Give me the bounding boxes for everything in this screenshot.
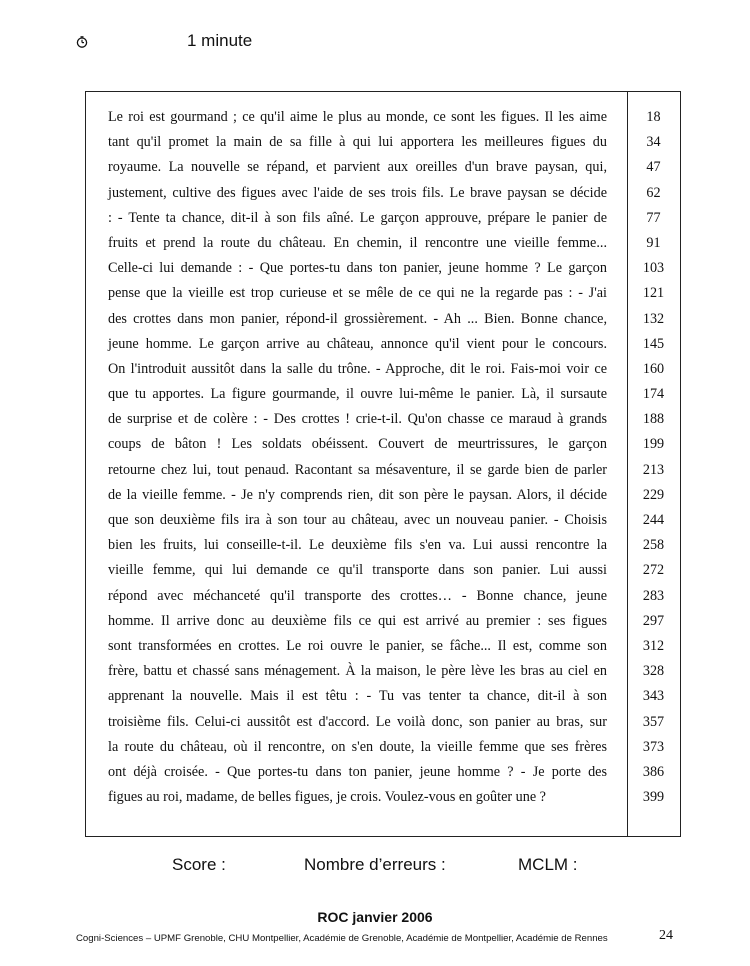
cumulative-word-count: 62 [646, 184, 661, 201]
cumulative-word-count: 174 [642, 386, 665, 403]
passage-line: de la vieille femme. - Je n'y comprends rien, dit son père le paysan. Alors, il décide [108, 486, 607, 503]
cumulative-word-count: 229 [642, 486, 665, 503]
cumulative-word-count: 357 [642, 713, 665, 730]
passage-line: royaume. La nouvelle se répand, et parvient aux oreilles d'un brave paysan, qui, [108, 159, 607, 176]
passage-line: : - Tente ta chance, dit-il à son fils aîné. Le garçon approuve, prépare le panier de [108, 209, 607, 226]
passage-line: que son deuxième fils ira à son tour au château, avec un nouveau panier. - Choisis [108, 512, 607, 528]
passage-line: sont transformées en crottes. Le roi ouvre le panier, se fâche... Il est, comme son [108, 637, 607, 654]
cumulative-word-count: 34 [646, 134, 661, 151]
cumulative-word-count: 103 [642, 260, 665, 277]
passage-line: tant qu'il promet la main de sa fille à qui lui apportera les meilleures figues du [108, 134, 607, 151]
passage-line: Celle-ci lui demande : - Que portes-tu dans ton panier, jeune homme ? Le garçon [108, 260, 607, 277]
cumulative-word-count: 132 [642, 310, 665, 327]
passage-line: frère, battu et chassé sans ménagement. À la maison, le père lève les bras au ciel en [108, 663, 607, 680]
passage-line: que tu apportes. La figure gourmande, il ouvre lui-même le panier. Là, il sursaute [108, 386, 607, 403]
cumulative-word-count: 272 [642, 562, 665, 579]
cumulative-word-count: 199 [642, 436, 665, 453]
cumulative-word-count: 244 [642, 512, 665, 528]
footer-credits: Cogni-Sciences – UPMF Grenoble, CHU Montpellier, Académie de Grenoble, Académie de Montpellier, Académie de Rennes [76, 933, 608, 944]
cumulative-word-count: 160 [642, 360, 665, 377]
cumulative-word-count: 297 [642, 612, 665, 629]
mclm-label: MCLM : [518, 855, 578, 874]
passage-line: retourne chez lui, tout penaud. Racontant sa mésaventure, il se garde bien de parler [108, 461, 607, 478]
passage-line: figues au roi, madame, de belles figues, je crois. Voulez-vous en goûter une ? [108, 789, 546, 806]
passage-line: homme. Il arrive donc au deuxième fils ce qui est arrivé au premier : ses figues [108, 612, 607, 629]
cumulative-word-count: 188 [642, 411, 665, 428]
passage-lines [108, 105, 607, 810]
time-limit-label: 1 minute [187, 31, 253, 50]
passage-line: pense que la vieille est trop curieuse et se mêle de ce qui ne la regarde pas : - J'ai [108, 285, 607, 302]
cumulative-word-count: 213 [642, 461, 665, 478]
cumulative-word-count: 283 [642, 587, 665, 604]
passage-line: répond avec méchanceté qu'il transporte des crottes… - Bonne chance, jeune [108, 587, 607, 604]
passage-line: de surprise et de colère : - Des crottes ! crie-t-il. Qu'on chasse ce maraud à grands [108, 411, 607, 428]
cumulative-word-count: 328 [642, 663, 665, 680]
cumulative-word-count: 399 [642, 789, 665, 806]
word-count-column [627, 105, 680, 810]
passage-line: apprenant la nouvelle. Mais il est têtu : - Tu vas tenter ta chance, dit-il à son [108, 688, 607, 705]
cumulative-word-count: 47 [646, 159, 661, 176]
passage-line: coups de bâton ! Les soldats obéissent. Couvert de meurtrissures, le garçon [108, 436, 607, 453]
cumulative-word-count: 258 [642, 537, 665, 554]
passage-line: justement, cultive des figues avec l'aide de ses trois fils. Le brave paysan se décide [108, 184, 607, 201]
footer-title: ROC janvier 2006 [317, 909, 433, 925]
cumulative-word-count: 373 [642, 738, 665, 755]
passage-line: Le roi est gourmand ; ce qu'il aime le plus au monde, ce sont les figues. Il les aime [108, 109, 607, 125]
score-label: Score : [172, 855, 226, 874]
cumulative-word-count: 77 [646, 209, 661, 226]
cumulative-word-count: 121 [642, 285, 665, 302]
cumulative-word-count: 343 [642, 688, 665, 705]
cumulative-word-count: 145 [642, 335, 665, 352]
cumulative-word-count: 312 [642, 637, 665, 654]
passage-line: vieille femme, qui lui demande ce qu'il transporte dans son panier. Lui aussi [108, 562, 607, 579]
cumulative-word-count: 91 [646, 234, 661, 251]
cumulative-word-count: 386 [642, 763, 665, 780]
reading-passage-box [85, 91, 681, 837]
errors-label: Nombre d’erreurs : [304, 855, 446, 874]
passage-line: jeune homme. Le garçon arrive au château, annonce qu'il vient pour le concours. [108, 335, 607, 352]
page-number: 24 [659, 928, 673, 943]
passage-line: bien les fruits, lui conseille-t-il. Le deuxième fils s'en va. Lui aussi rencontre la [108, 537, 607, 554]
passage-line: On l'introduit aussitôt dans la salle du trône. - Approche, dit le roi. Fais-moi voir ce [108, 360, 607, 377]
scoring-row [0, 855, 750, 879]
passage-line: troisième fils. Celui-ci aussitôt est d'accord. Le voilà donc, son panier au bras, sur [108, 713, 607, 730]
stopwatch-icon [76, 36, 88, 48]
passage-line: ont déjà croisée. - Que portes-tu dans ton panier, jeune homme ? - Je porte des [108, 763, 607, 780]
passage-line: fruits et prend la route du château. En chemin, il rencontre une vieille femme... [108, 234, 607, 251]
passage-line: des crottes dans mon panier, répond-il grossièrement. - Ah ... Bien. Bonne chance, [108, 310, 607, 327]
cumulative-word-count: 18 [646, 109, 661, 125]
passage-line: la route du château, où il rencontre, on s'en doute, la vieille femme que ses frères [108, 738, 607, 755]
